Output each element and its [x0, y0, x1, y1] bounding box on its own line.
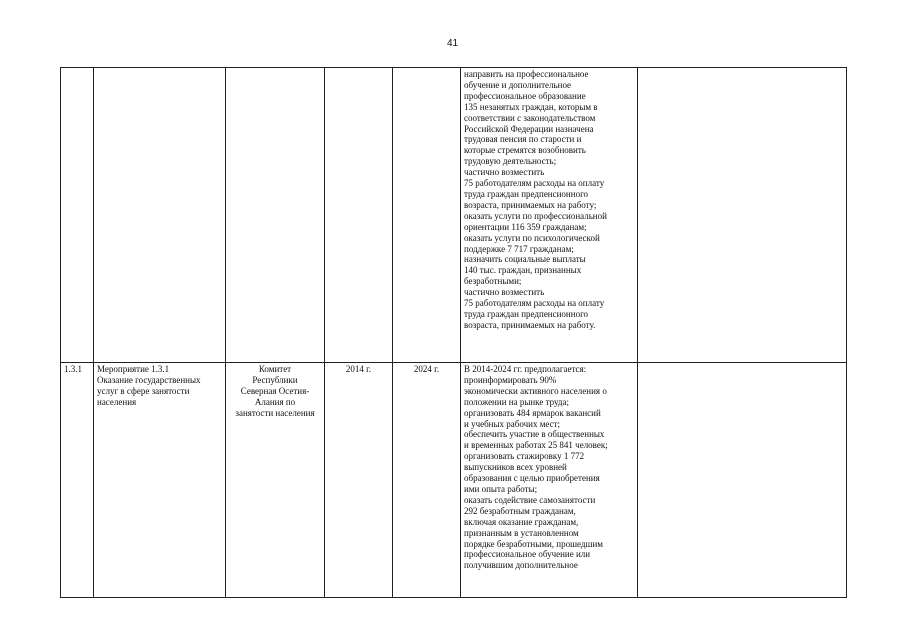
table-row-measure-1-3-1 — [61, 363, 847, 598]
text-line: трудовая пенсия по старости и — [464, 134, 582, 145]
text-line: Северная Осетия- — [240, 385, 310, 396]
cell-executor — [226, 363, 325, 598]
text-line: направить на профессиональное — [464, 69, 589, 79]
text-line: оказать содействие самозанятости — [464, 494, 596, 505]
text-line: труда граждан предпенсионного — [464, 308, 589, 319]
text-line: Алания по — [254, 396, 296, 407]
cell-start-year — [325, 68, 393, 363]
text-line: населения — [97, 396, 137, 407]
text-line: назначить социальные выплаты — [464, 254, 586, 265]
page-number: 41 — [446, 38, 459, 49]
text-line: профессиональное образование — [464, 90, 586, 101]
text-line: Комитет — [258, 364, 292, 374]
text-line: услуг в сфере занятости — [97, 385, 190, 396]
text-line: 75 работодателям расходы на оплату — [464, 298, 605, 309]
text-line: обучение и дополнительное — [464, 79, 572, 90]
text-line: организовать стажировку 1 772 — [464, 451, 585, 462]
measures-table — [60, 67, 847, 598]
text-line: частично возместить — [464, 287, 545, 298]
cell-extra — [638, 363, 847, 598]
text-line: трудовую деятельность; — [464, 156, 557, 167]
cell-name — [94, 68, 226, 363]
text-line: и временных работах 25 841 человек; — [464, 440, 608, 451]
text-line: Республики — [252, 374, 298, 385]
cell-expected-result — [461, 363, 638, 598]
cell-number: 1.3.1 — [61, 363, 94, 598]
text-line: ими опыта работы; — [464, 483, 538, 494]
text-line: возраста, принимаемых на работу; — [464, 199, 597, 210]
cell-expected-result — [461, 68, 638, 363]
text-line: оказать услуги по психологической — [464, 232, 600, 243]
text-line: положении на рынке труда; — [464, 396, 570, 407]
text-line: и учебных рабочих мест; — [464, 418, 561, 429]
text-line: экономически активного населения о — [464, 385, 607, 396]
text-line: поддержке 7 717 гражданам; — [464, 243, 574, 254]
text-line: 140 тыс. граждан, признанных — [464, 265, 582, 276]
cell-start-year: 2014 г. — [325, 363, 393, 598]
text-line: профессиональное обучение или — [464, 549, 591, 560]
text-line: 135 незанятых граждан, которым в — [464, 101, 598, 112]
cell-end-year: 2024 г. — [393, 363, 461, 598]
text-line: В 2014-2024 гг. предполагается: — [464, 364, 587, 374]
text-line: Мероприятие 1.3.1 — [97, 364, 170, 374]
text-line: которые стремятся возобновить — [464, 145, 586, 156]
text-line: Российской Федерации назначена — [464, 123, 594, 134]
text-line: организовать 484 ярмарок вакансий — [464, 407, 601, 418]
text-line: безработными; — [464, 276, 522, 287]
cell-executor — [226, 68, 325, 363]
table-row-continuation — [61, 68, 847, 363]
cell-extra — [638, 68, 847, 363]
text-line: признанным в установленном — [464, 527, 579, 538]
text-line: частично возместить — [464, 167, 545, 178]
text-line: соответствии с законодательством — [464, 112, 596, 123]
cell-number — [61, 68, 94, 363]
text-line: проинформировать 90% — [464, 374, 557, 385]
text-line: занятости населения — [235, 407, 315, 418]
text-line: образования с целью приобретения — [464, 473, 600, 484]
text-line: 292 безработным гражданам, — [464, 505, 576, 516]
text-line: возраста, принимаемых на работу. — [464, 319, 596, 330]
text-line: получившим дополнительное — [464, 560, 578, 571]
cell-end-year — [393, 68, 461, 363]
text-line: ориентации 116 359 гражданам; — [464, 221, 587, 232]
cell-name — [94, 363, 226, 598]
text-line: оказать услуги по профессиональной — [464, 210, 607, 221]
text-line: Оказание государственных — [97, 374, 201, 385]
text-line: 75 работодателям расходы на оплату — [464, 178, 605, 189]
text-line: включая оказание гражданам, — [464, 516, 579, 527]
text-line: выпускников всех уровней — [464, 462, 567, 473]
text-line: обеспечить участие в общественных — [464, 429, 605, 440]
text-line: труда граждан предпенсионного — [464, 188, 589, 199]
text-line: порядке безработными, прошедшим — [464, 538, 603, 549]
